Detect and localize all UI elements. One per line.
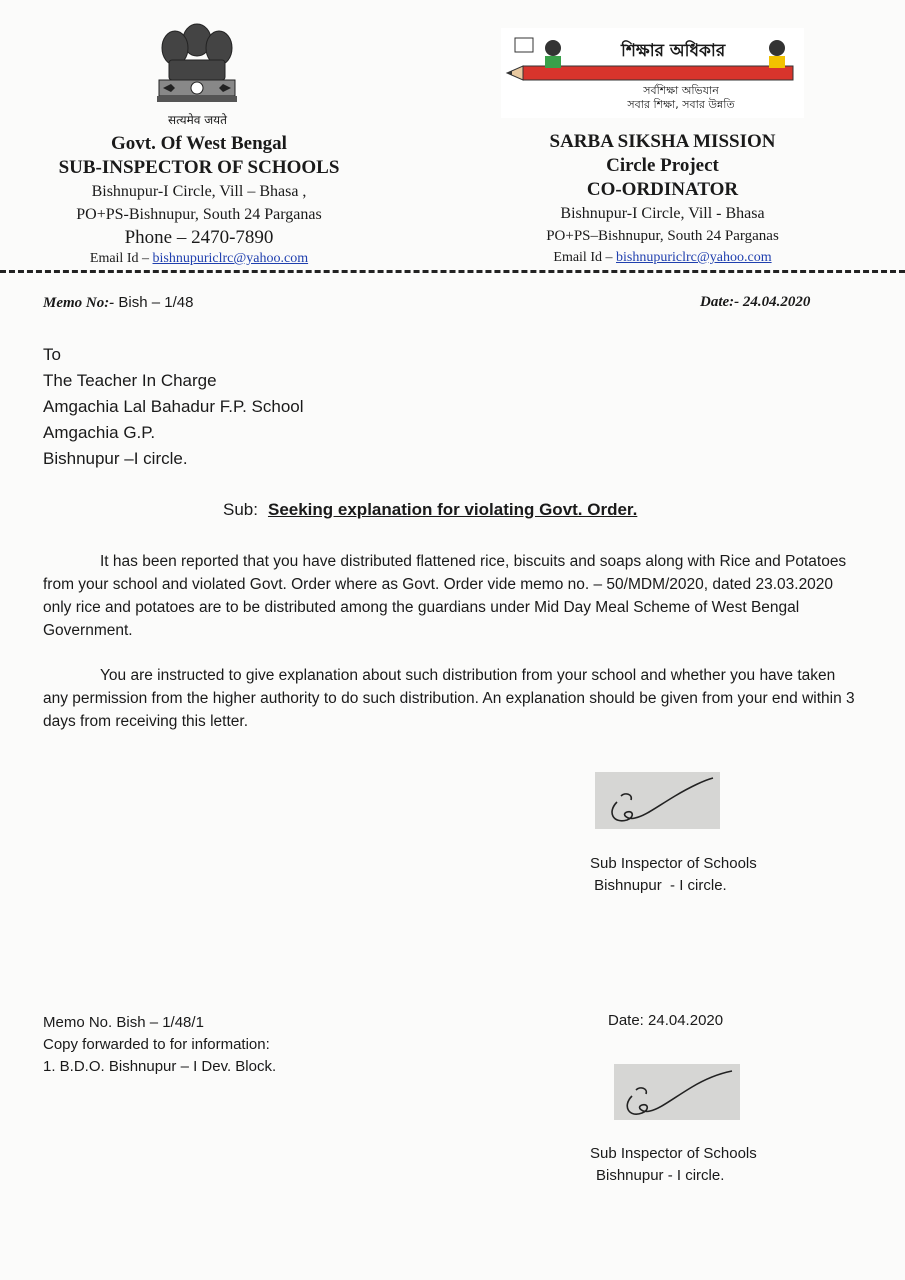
left-letterhead bbox=[20, 132, 378, 269]
emblem-motto: सत्यमेव जयते bbox=[168, 113, 227, 127]
body-paragraph-2: You are instructed to give explanation about such distribution from your school and whether you have taken any permission from the higher authority to do such distribution. An explanation should be given from your end within 3 days from receiving this letter. bbox=[43, 667, 855, 730]
forwarding-block bbox=[43, 1012, 276, 1078]
forward-item-1: 1. B.D.O. Bishnupur – I Dev. Block. bbox=[43, 1058, 277, 1075]
signer1-title: Sub Inspector of Schools bbox=[590, 855, 757, 872]
date-value: 24.04.2020 bbox=[739, 294, 811, 310]
body-paragraph-1: It has been reported that you have distributed flattened rice, biscuits and soaps along with Rice and Potatoes from your school and violated Govt. Order where as Govt. Order vide memo no. – 50/MDM/2020, dated 23.03.2020 only rice and potatoes are to be distributed among the guardians under Mid Day Meal Scheme of West Bengal Government. bbox=[43, 553, 847, 639]
address-line2: Amgachia Lal Bahadur F.P. School bbox=[43, 397, 304, 416]
right-line1: SARBA SIKSHA MISSION bbox=[549, 131, 776, 152]
right-line3: CO-ORDINATOR bbox=[586, 179, 739, 200]
subject-line bbox=[223, 500, 637, 520]
address-line1: The Teacher In Charge bbox=[43, 371, 217, 390]
left-email-line bbox=[20, 249, 378, 269]
right-line4: Bishnupur-I Circle, Vill - Bhasa bbox=[560, 205, 765, 222]
signer2-place: Bishnupur - I circle. bbox=[596, 1167, 725, 1184]
signer2-title: Sub Inspector of Schools bbox=[590, 1145, 757, 1162]
header-divider bbox=[0, 270, 905, 273]
logo-line1: সর্বশিক্ষা অভিযান bbox=[643, 84, 719, 97]
left-line1: Govt. Of West Bengal bbox=[111, 133, 287, 154]
logo-line2: সবার শিক্ষা, সবার উন্নতি bbox=[627, 98, 735, 111]
address-line3: Amgachia G.P. bbox=[43, 423, 156, 442]
forward-memo: Memo No. Bish – 1/48/1 bbox=[43, 1014, 204, 1031]
right-line5: PO+PS–Bishnupur, South 24 Parganas bbox=[546, 228, 779, 244]
left-line4: PO+PS-Bishnupur, South 24 Parganas bbox=[76, 206, 322, 223]
recipient-address bbox=[43, 342, 304, 472]
right-line2: Circle Project bbox=[606, 155, 719, 176]
forward-line: Copy forwarded to for information: bbox=[43, 1036, 270, 1053]
memo-number bbox=[43, 294, 193, 312]
right-letterhead bbox=[505, 130, 820, 268]
letter-date bbox=[700, 294, 810, 311]
subject-label: Sub: bbox=[223, 500, 258, 519]
signer-block-2 bbox=[590, 1143, 757, 1187]
logo-title: শিক্ষার অধিকার bbox=[621, 41, 726, 61]
left-line3: Bishnupur-I Circle, Vill – Bhasa , bbox=[91, 183, 307, 200]
left-email-label: Email Id – bbox=[89, 251, 153, 266]
national-emblem-icon bbox=[147, 18, 247, 113]
signer-block-1 bbox=[590, 853, 757, 897]
memo-label: Memo No:- bbox=[43, 295, 115, 311]
right-email-line bbox=[505, 248, 820, 268]
right-email-label: Email Id – bbox=[553, 250, 616, 265]
signature-1 bbox=[595, 772, 720, 829]
right-email-link[interactable]: bishnupuriclrc@yahoo.com bbox=[616, 250, 772, 265]
signature-2 bbox=[614, 1064, 740, 1120]
memo-value: Bish – 1/48 bbox=[114, 294, 194, 311]
signer1-place: Bishnupur - I circle. bbox=[590, 877, 727, 894]
forward-date: Date: 24.04.2020 bbox=[608, 1012, 724, 1029]
address-line4: Bishnupur –I circle. bbox=[43, 449, 188, 468]
address-to: To bbox=[43, 345, 61, 364]
subject-text: Seeking explanation for violating Govt. Order. bbox=[267, 500, 638, 519]
left-email-link[interactable]: bishnupuriclrc@yahoo.com bbox=[152, 251, 309, 266]
date-label: Date:- bbox=[700, 294, 740, 310]
sarba-siksha-logo bbox=[501, 28, 804, 118]
left-phone: Phone – 2470-7890 bbox=[124, 227, 274, 248]
left-line2: SUB-INSPECTOR OF SCHOOLS bbox=[58, 157, 340, 178]
